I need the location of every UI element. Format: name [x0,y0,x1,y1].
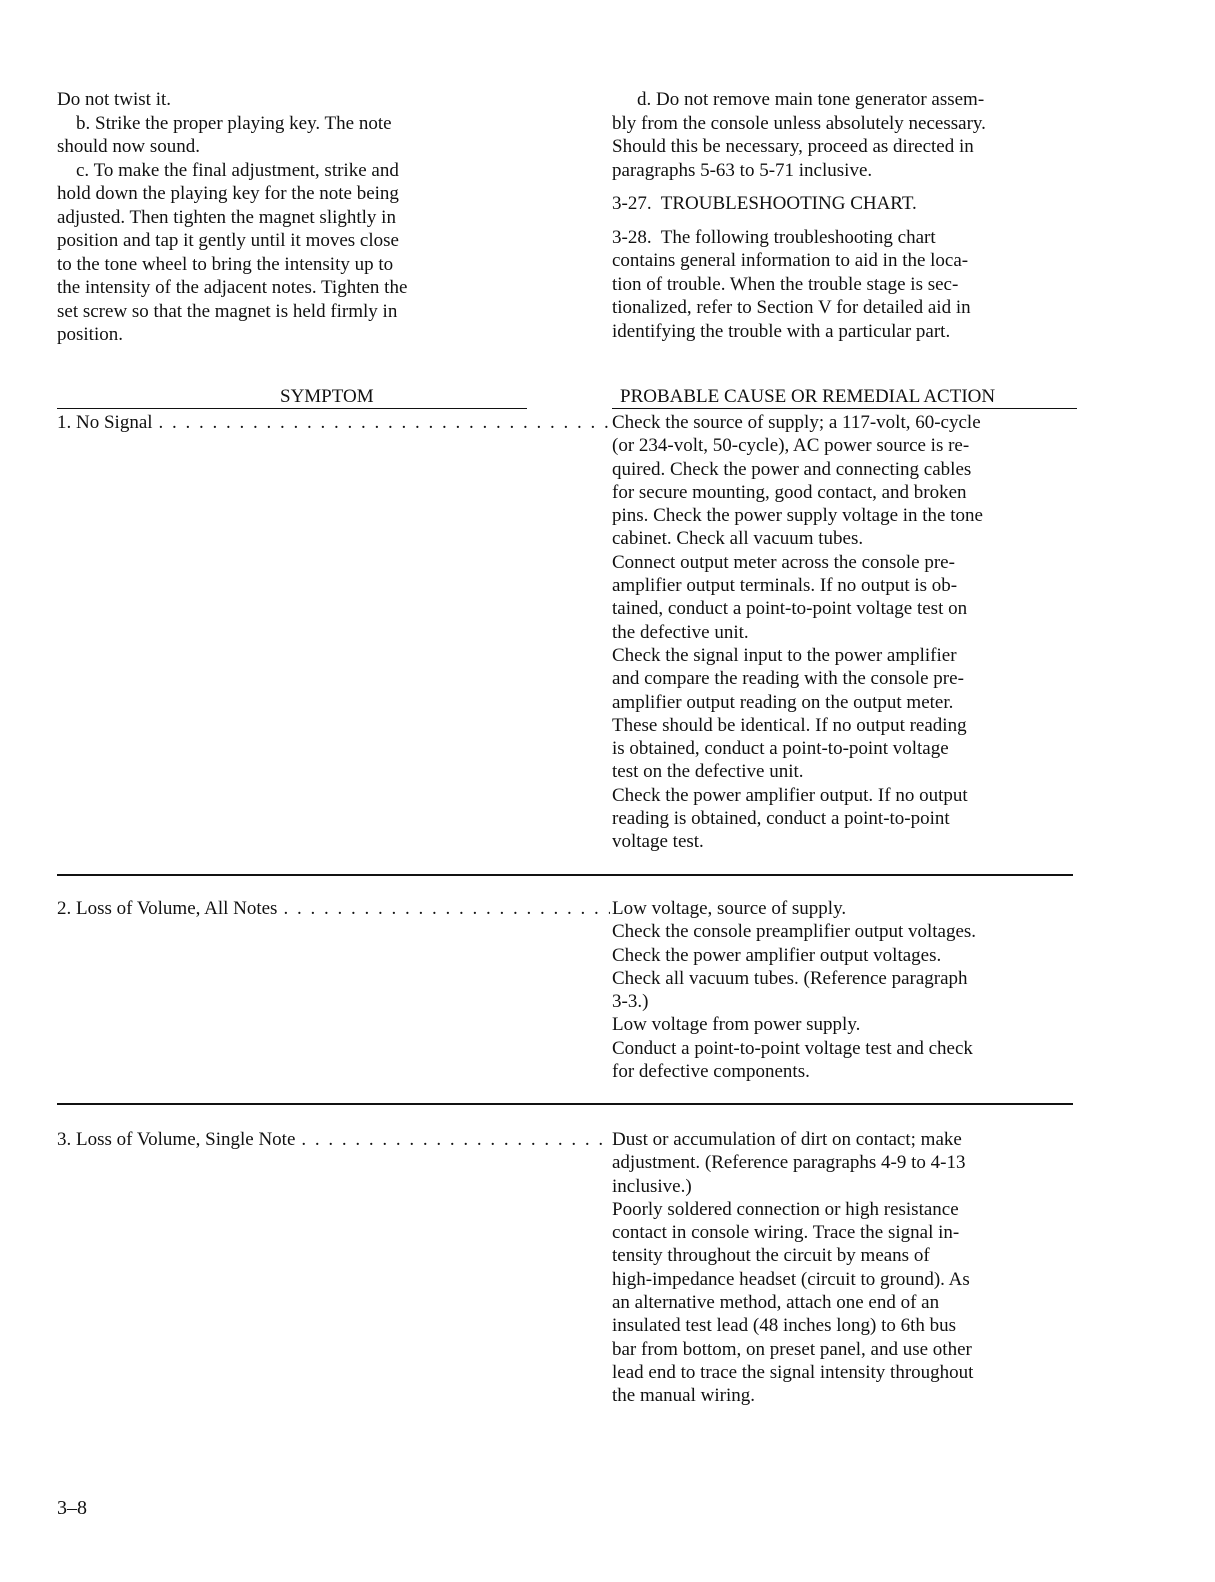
cause-line: quired. Check the power and connecting cables [612,458,972,480]
cause-line: Dust or accumulation of dirt on contact; make [612,1129,962,1150]
cause-line: tensity throughout the circuit by means of [612,1245,930,1267]
cause-line: Connect output meter across the console pre- [612,551,955,573]
text-line: paragraphs 5-63 to 5-71 inclusive. [612,159,873,181]
cause-line: tained, conduct a point-to-point voltage test on [612,598,968,620]
text-line: bly from the console unless absolutely necessary. [612,112,986,134]
symptom-label: 3. Loss of Volume, Single Note [57,1129,296,1150]
cause-line: Check the power amplifier output. If no output [612,784,968,806]
cause-line: Poorly soldered connection or high resistance [612,1198,959,1220]
text-line: Do not twist it. [57,89,172,110]
symptom-label: 2. Loss of Volume, All Notes [57,898,278,919]
cause-line: and compare the reading with the console pre- [612,668,964,690]
text-line: 3-28. The following troubleshooting chart [612,226,936,248]
text-line: d. Do not remove main tone generator assem- [637,89,985,110]
text-line: hold down the playing key for the note being [57,183,399,204]
text-line: Should this be necessary, proceed as directed in [612,136,974,157]
header-rule-left [57,408,527,409]
left-column-text [57,88,507,347]
text-line: to the tone wheel to bring the intensity up to [57,253,394,275]
symptom-cell [57,411,610,434]
cause-line: amplifier output terminals. If no output is ob- [612,575,958,597]
cause-line: Check the signal input to the power amplifier [612,644,957,666]
text-line: contains general information to aid in the loca- [612,250,969,271]
cause-line: lead end to trace the signal intensity throughout [612,1361,974,1383]
cause-line: amplifier output reading on the output meter. [612,691,954,713]
cause-line: for secure mounting, good contact, and broken [612,481,967,503]
cause-line: Low voltage, source of supply. [612,898,847,919]
row-divider [57,874,1073,876]
cause-line: adjustment. (Reference paragraphs 4-9 to 4-13 [612,1152,966,1174]
symptom-label: 1. No Signal [57,412,153,433]
text-line: the intensity of the adjacent notes. Tighten the [57,277,408,298]
text-line: set screw so that the magnet is held firmly in [57,300,398,322]
cause-line: inclusive.) [612,1175,692,1197]
cause-line: voltage test. [612,831,704,853]
text-line: identifying the trouble with a particular part. [612,320,951,342]
text-line: position and tap it gently until it moves close [57,230,399,251]
cause-line: for defective components. [612,1061,810,1083]
dot-leader [159,411,610,434]
cause-line: high-impedance headset (circuit to ground). As [612,1268,970,1290]
cause-line: the defective unit. [612,621,749,643]
cause-line: test on the defective unit. [612,761,804,783]
cause-line: cabinet. Check all vacuum tubes. [612,528,864,550]
cause-line: (or 234-volt, 50-cycle), AC power source is re- [612,435,970,457]
cause-line: an alternative method, attach one end of an [612,1292,940,1314]
cause-line: Check the source of supply; a 117-volt, 60-cycle [612,412,981,433]
cause-line: Conduct a point-to-point voltage test and check [612,1037,973,1059]
text-line: tion of trouble. When the trouble stage is sec- [612,273,959,295]
text-line: position. [57,324,123,345]
right-column-text [612,88,1077,343]
text-line: c. To make the final adjustment, strike and [76,159,399,181]
text-line: b. Strike the proper playing key. The note [76,112,392,134]
text-line: should now sound. [57,136,201,157]
header-rule-right [612,408,1077,409]
cause-line: reading is obtained, conduct a point-to-point [612,808,950,830]
page-number: 3–8 [57,1497,87,1519]
dot-leader [301,1128,610,1151]
text-line: tionalized, refer to Section V for detailed aid in [612,297,971,318]
cause-line: Check the power amplifier output voltages. [612,944,942,966]
symptom-cell [57,897,610,920]
cause-line: Check the console preamplifier output voltages. [612,921,977,943]
dot-leader [283,897,610,920]
cause-line: contact in console wiring. Trace the signal in- [612,1222,960,1244]
cause-cell [612,897,1077,1083]
cause-cell [612,1128,1077,1408]
cause-line: 3-3.) [612,991,649,1013]
cause-header: PROBABLE CAUSE OR REMEDIAL ACTION [620,386,996,407]
cause-line: pins. Check the power supply voltage in the tone [612,505,983,527]
cause-line: These should be identical. If no output reading [612,714,967,736]
text-line: adjusted. Then tighten the magnet slightly in [57,206,396,228]
cause-line: the manual wiring. [612,1385,755,1407]
symptom-cell [57,1128,610,1151]
section-heading: 3-27. TROUBLESHOOTING CHART. [612,193,917,214]
cause-line: Low voltage from power supply. [612,1014,861,1036]
row-divider [57,1103,1073,1105]
cause-line: bar from bottom, on preset panel, and use other [612,1338,972,1360]
cause-cell [612,411,1077,854]
cause-line: Check all vacuum tubes. (Reference paragraph [612,967,968,989]
cause-line: is obtained, conduct a point-to-point voltage [612,738,949,760]
symptom-header: SYMPTOM [280,386,374,407]
cause-line: insulated test lead (48 inches long) to 6th bus [612,1315,957,1337]
